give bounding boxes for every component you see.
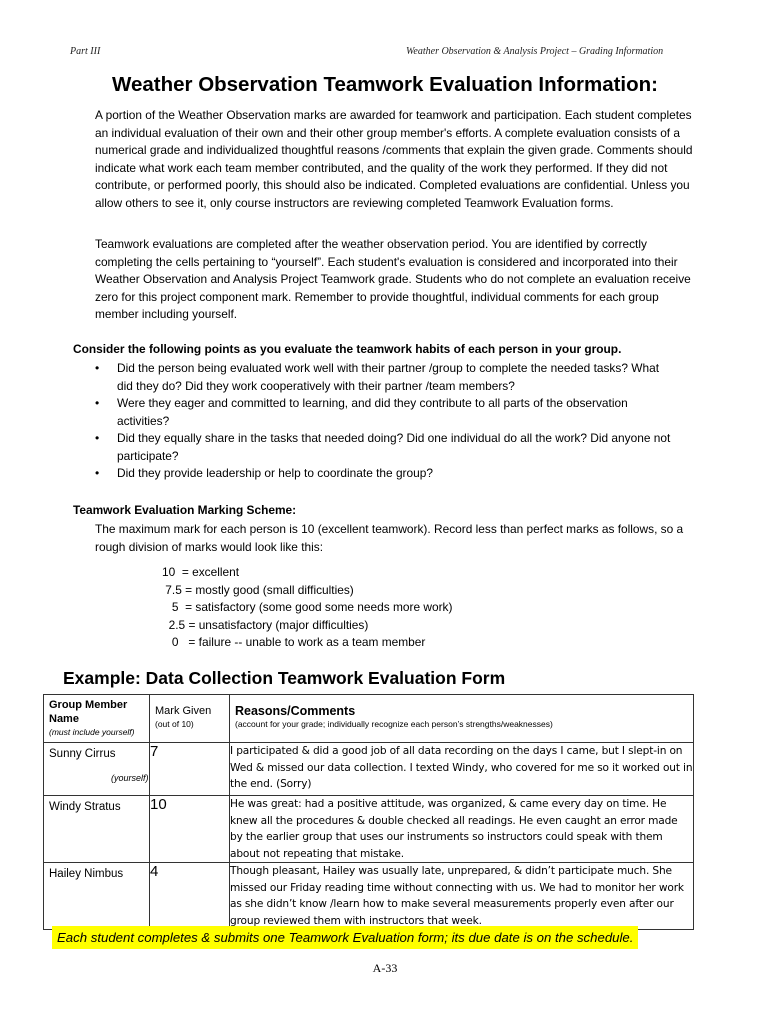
- mark-column-title: Mark Given: [155, 705, 212, 717]
- member-name-cell: [44, 863, 150, 930]
- marking-scheme-text: The maximum mark for each person is 10 (excellent teamwork). Record less than perfect marks as follows, so a rough division of marks would look like this:: [95, 522, 684, 554]
- submission-note: Each student completes & submits one Teamwork Evaluation form; its due date is on the schedule.: [52, 926, 638, 949]
- member-name: Hailey Nimbus: [49, 868, 124, 880]
- member-name: Sunny Cirrus: [49, 748, 116, 760]
- reasons-column-note: (account for your grade; individually recognize each person’s strengths/weaknesses): [235, 719, 553, 729]
- table-row: [44, 743, 694, 796]
- consider-bullet-list: [117, 360, 677, 483]
- marking-scale-list: [162, 564, 452, 652]
- scale-item: 5 = satisfactory (some good some needs more work): [162, 600, 453, 614]
- list-item: • Did they equally share in the tasks that needed doing? Did one individual do all the work? Did anyone not participate?: [117, 430, 677, 465]
- mark-column-header: [150, 695, 230, 743]
- scale-item: 2.5 = unsatisfactory (major difficulties): [162, 617, 369, 632]
- comment-cell: He was great: had a positive attitude, was organized, & came every day on time. He knew all the procedures & double checked all readings. He even caught an error made by the earlier group that uses our instruments so instructors could speak with them about not repeating that mistake.: [230, 796, 694, 863]
- consider-heading: Consider the following points as you evaluate the teamwork habits of each person in your group.: [73, 342, 622, 356]
- marking-scheme-heading: Teamwork Evaluation Marking Scheme:: [73, 503, 297, 517]
- mark-column-note: (out of 10): [155, 719, 194, 729]
- list-item: • Did the person being evaluated work well with their partner /group to complete the needed tasks? What did they do? Did they work cooperatively with their partner /team members?: [117, 360, 677, 395]
- page-title: Weather Observation Teamwork Evaluation Information:: [111, 73, 658, 96]
- mark-cell: 4: [150, 863, 230, 930]
- scale-item: 7.5 = mostly good (small difficulties): [162, 582, 354, 597]
- member-column-header: [44, 695, 150, 743]
- member-name-cell: [44, 796, 150, 863]
- example-evaluation-table: [43, 694, 694, 930]
- completion-paragraph: Teamwork evaluations are completed after the weather observation period. You are identified by correctly completing the cells pertaining to “yourself”. Each student's evaluation is considered and incorporated into their Weather Observation and Analysis Project Teamwork grade. Students who do not complete an evaluation receive zero for this project component mark. Remember to provide thoughtful, individual comments for each group member including yourself.: [95, 237, 691, 321]
- table-row: [44, 796, 694, 863]
- reasons-column-header: [230, 695, 694, 743]
- page-number: A-33: [372, 961, 398, 975]
- member-column-note: (must include yourself): [49, 727, 135, 737]
- scale-item: 10 = excellent: [162, 565, 240, 579]
- member-column-title: Group Member Name: [49, 699, 128, 725]
- comment-cell: I participated & did a good job of all data recording on the days I came, but I slept-in on Wed & missed our data collection. I texted Windy, who covered for me so it worked out in the end. (Sorry): [230, 743, 694, 796]
- comment-cell: Though pleasant, Hailey was usually late, unprepared, & didn’t participate much. She missed our Friday reading time without connecting with us. We had to monitor her work as she didn’t know /learn how to make several measurements properly even after our group reviewed them with instructors that week.: [230, 863, 694, 930]
- intro-paragraph: A portion of the Weather Observation marks are awarded for teamwork and participation. Each student completes an individual evaluation of their own and their other group member's efforts. A complete evaluation consists of a numerical grade and individualized thoughtful reasons /comments that explain the given grade. Comments should indicate what work each team member contributed, and the quality of the work they performed. If they did not contribute, or performed poorly, this should also be indicated. Completed evaluations are confidential. Unless you allow others to see it, only course instructors are reviewing completed Teamwork Evaluation forms.: [95, 108, 693, 210]
- list-item: • Were they eager and committed to learning, and did they contribute to all parts of the observation activities?: [117, 395, 677, 430]
- reasons-column-title: Reasons/Comments: [235, 704, 356, 718]
- header-part-label: Part III: [70, 46, 101, 57]
- scale-item: 0 = failure -- unable to work as a team member: [162, 635, 426, 649]
- example-heading: Example: Data Collection Teamwork Evaluation Form: [63, 668, 506, 688]
- member-name-cell: [44, 743, 150, 796]
- mark-cell: 10: [150, 796, 230, 863]
- header-document-title: Weather Observation & Analysis Project – Grading Information: [406, 46, 664, 57]
- list-item: • Did they provide leadership or help to coordinate the group?: [117, 465, 677, 483]
- mark-cell: 7: [150, 743, 230, 796]
- table-header-row: [44, 695, 694, 743]
- yourself-tag: (yourself): [111, 773, 149, 783]
- member-name: Windy Stratus: [49, 801, 121, 813]
- table-row: [44, 863, 694, 930]
